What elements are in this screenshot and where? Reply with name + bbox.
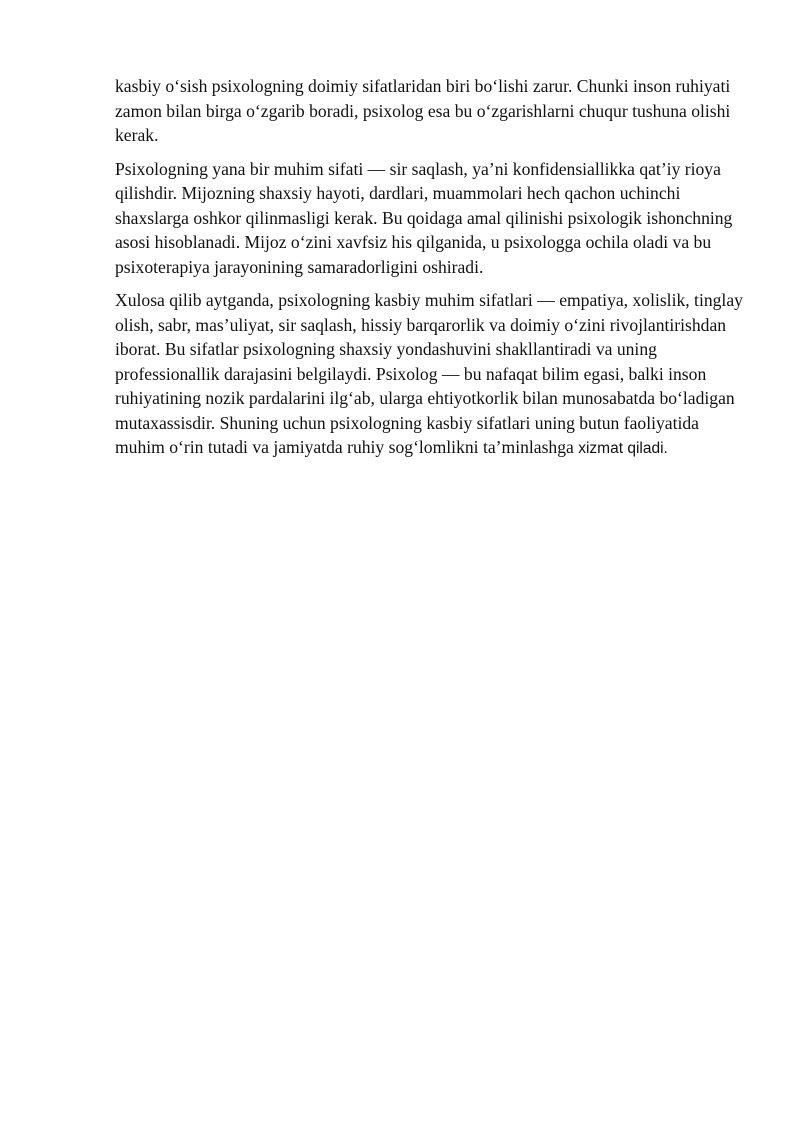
paragraph-3-tail: xizmat qiladi.: [578, 440, 668, 457]
paragraph-2: Psixologning yana bir muhim sifati — sir saqlash, ya’ni konfidensiallikka qat’iy rioya qilishdir. Mijozning shaxsiy hayoti, dardlari, muammolari hech qachon uchinchi shaxslarga oshkor qilinmasligi kerak. Bu qoidaga amal qilinishi psixologik ishonchning asosi hisoblanadi. Mijoz o‘zini xavfsiz his qilganida, u psixologga ochila oladi va bu psixoterapiya jarayonining samaradorligini oshiradi.: [115, 158, 733, 277]
paragraph-3-main: Xulosa qilib aytganda, psixologning kasbiy muhim sifatlari — empatiya, xolislik, tinglay olish, sabr, mas’uliyat, sir saqlash, hissiy barqarorlik va doimiy o‘zini rivojlantirishdan iborat. Bu sifatlar psixologning shaxsiy yondashuvini shakllantiradi va uning professionallik darajasini belgilaydi. Psixolog — bu nafaqat bilim egasi, balki inson ruhiyatining nozik pardalarini ilg‘ab, ularga ehtiyotkorlik bilan munosabatda bo‘ladigan mutaxassisdir. Shuning uchun psixologning kasbiy sifatlari uning butun faoliyatida muhim o‘rin tutadi va jamiyatda ruhiy sog‘lomlikni ta’minlashga: [115, 290, 743, 457]
paragraph-3: [115, 288, 743, 462]
document-body: [115, 74, 743, 462]
paragraph-1: kasbiy o‘sish psixologning doimiy sifatlaridan biri bo‘lishi zarur. Chunki inson ruhiyati zamon bilan birga o‘zgarib boradi, psixolog esa bu o‘zgarishlarni chuqur tushuna olishi kerak.: [115, 76, 731, 145]
